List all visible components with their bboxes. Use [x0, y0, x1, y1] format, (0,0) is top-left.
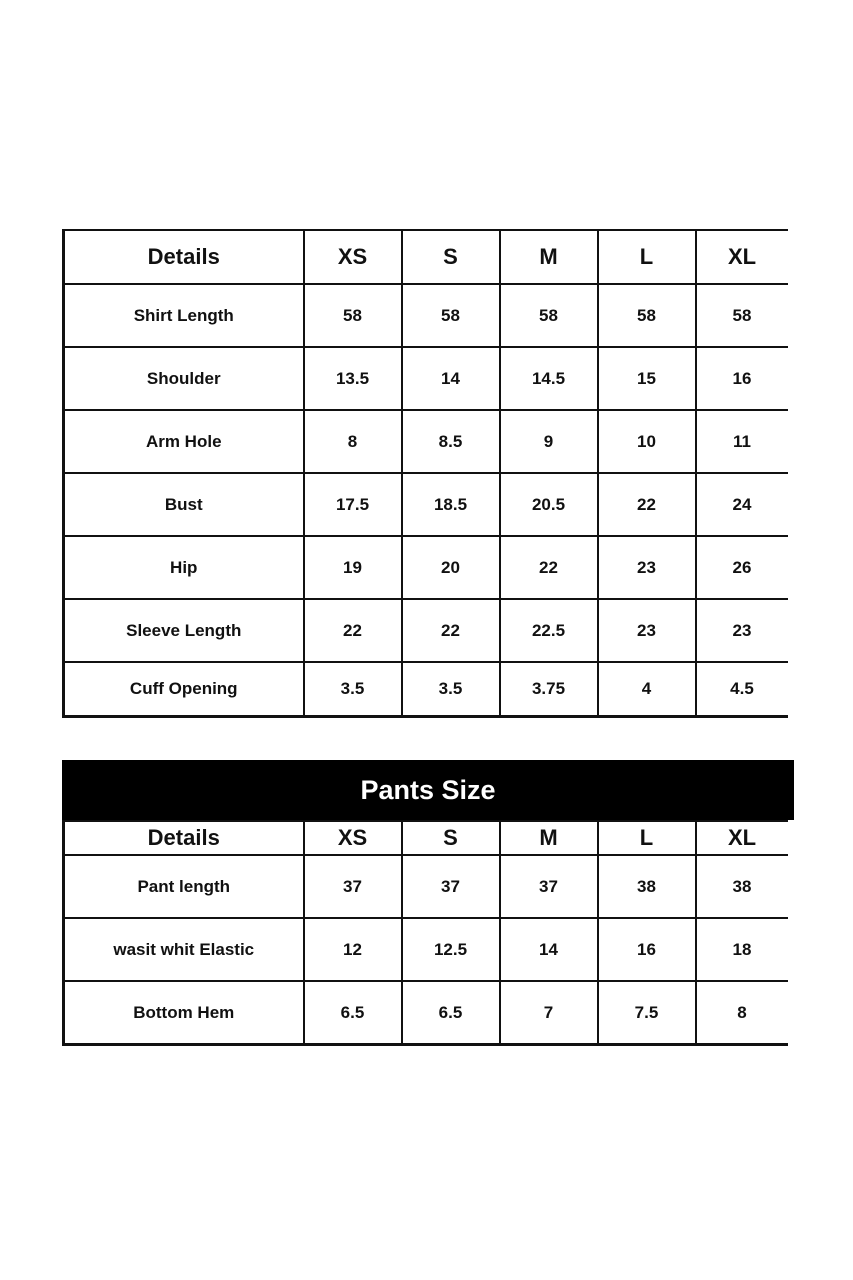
header-xs: XS	[304, 821, 402, 855]
table-cell: 20	[402, 536, 500, 599]
table-row	[64, 599, 788, 662]
table-cell: 7	[500, 981, 598, 1045]
table-cell: 20.5	[500, 473, 598, 536]
header-m: M	[500, 230, 598, 284]
table-cell: 22	[598, 473, 696, 536]
header-l: L	[598, 230, 696, 284]
table-cell: 3.5	[304, 662, 402, 717]
table-cell: 23	[598, 536, 696, 599]
header-xs: XS	[304, 230, 402, 284]
table-cell: 23	[598, 599, 696, 662]
row-label: Shoulder	[64, 347, 304, 410]
shirt-size-table	[62, 229, 788, 718]
table-cell: 13.5	[304, 347, 402, 410]
table-cell: 14.5	[500, 347, 598, 410]
table-cell: 58	[500, 284, 598, 347]
table-cell: 10	[598, 410, 696, 473]
header-s: S	[402, 230, 500, 284]
row-label: Arm Hole	[64, 410, 304, 473]
table-cell: 3.75	[500, 662, 598, 717]
header-xl: XL	[696, 821, 788, 855]
table-cell: 17.5	[304, 473, 402, 536]
table-cell: 8	[696, 981, 788, 1045]
table-cell: 37	[402, 855, 500, 918]
table-cell: 18	[696, 918, 788, 981]
table-cell: 22	[304, 599, 402, 662]
table-row	[64, 662, 788, 717]
row-label: Bust	[64, 473, 304, 536]
table-cell: 15	[598, 347, 696, 410]
header-s: S	[402, 821, 500, 855]
row-label: Cuff Opening	[64, 662, 304, 717]
row-label: wasit whit Elastic	[64, 918, 304, 981]
row-label: Shirt Length	[64, 284, 304, 347]
shirt-header-row	[64, 230, 788, 284]
table-row	[64, 473, 788, 536]
table-cell: 4	[598, 662, 696, 717]
table-cell: 58	[304, 284, 402, 347]
table-row	[64, 981, 788, 1045]
table-row	[64, 347, 788, 410]
table-cell: 11	[696, 410, 788, 473]
table-cell: 16	[696, 347, 788, 410]
table-row	[64, 855, 788, 918]
pants-size-title: Pants Size	[62, 760, 794, 820]
table-row	[64, 410, 788, 473]
table-cell: 6.5	[402, 981, 500, 1045]
table-cell: 12	[304, 918, 402, 981]
header-details: Details	[64, 821, 304, 855]
table-cell: 22	[402, 599, 500, 662]
table-cell: 58	[598, 284, 696, 347]
pants-header-row	[64, 821, 788, 855]
table-cell: 38	[598, 855, 696, 918]
table-cell: 18.5	[402, 473, 500, 536]
table-cell: 8	[304, 410, 402, 473]
table-cell: 24	[696, 473, 788, 536]
row-label: Pant length	[64, 855, 304, 918]
header-xl: XL	[696, 230, 788, 284]
table-cell: 37	[500, 855, 598, 918]
table-cell: 12.5	[402, 918, 500, 981]
header-l: L	[598, 821, 696, 855]
table-cell: 3.5	[402, 662, 500, 717]
table-cell: 8.5	[402, 410, 500, 473]
header-m: M	[500, 821, 598, 855]
table-cell: 6.5	[304, 981, 402, 1045]
row-label: Sleeve Length	[64, 599, 304, 662]
table-cell: 14	[500, 918, 598, 981]
table-cell: 4.5	[696, 662, 788, 717]
table-cell: 22.5	[500, 599, 598, 662]
table-row	[64, 918, 788, 981]
table-cell: 19	[304, 536, 402, 599]
pants-size-table	[62, 820, 788, 1046]
table-cell: 58	[696, 284, 788, 347]
table-cell: 38	[696, 855, 788, 918]
table-row	[64, 536, 788, 599]
table-cell: 9	[500, 410, 598, 473]
table-cell: 37	[304, 855, 402, 918]
table-cell: 58	[402, 284, 500, 347]
table-row	[64, 284, 788, 347]
table-cell: 14	[402, 347, 500, 410]
row-label: Bottom Hem	[64, 981, 304, 1045]
header-details: Details	[64, 230, 304, 284]
table-cell: 7.5	[598, 981, 696, 1045]
table-cell: 22	[500, 536, 598, 599]
table-cell: 23	[696, 599, 788, 662]
table-cell: 26	[696, 536, 788, 599]
table-cell: 16	[598, 918, 696, 981]
row-label: Hip	[64, 536, 304, 599]
